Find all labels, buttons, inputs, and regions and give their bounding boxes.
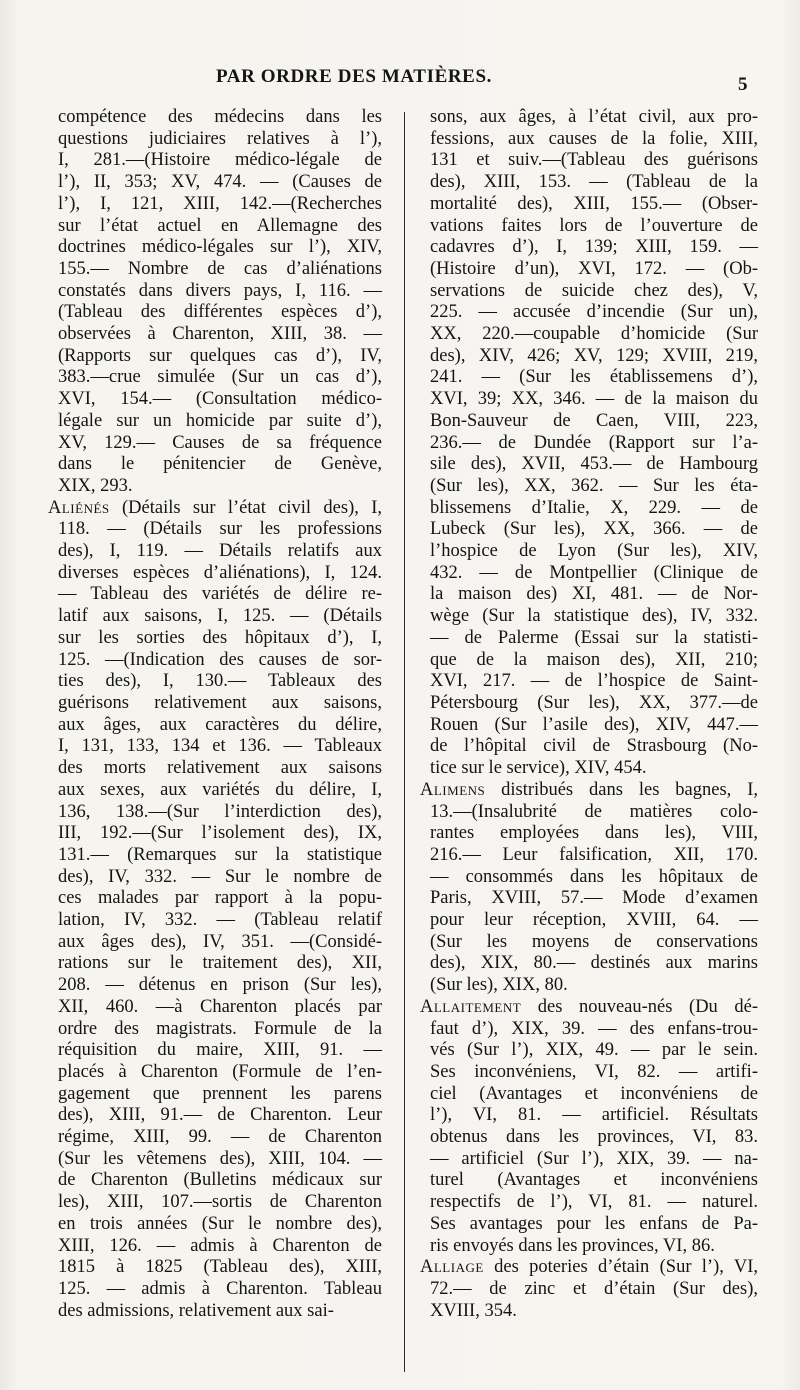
index-line-text: I, 131, 133, 134 et 136. — Tableaux <box>58 736 382 757</box>
index-line <box>48 216 382 238</box>
index-line-text: blissemens d’Italie, X, 229. — de <box>430 497 758 518</box>
index-line <box>420 845 758 867</box>
index-line <box>420 910 758 932</box>
index-line-text: l’hospice de Lyon (Sur les), XIV, <box>430 541 758 562</box>
index-line <box>48 1257 382 1279</box>
index-line <box>48 150 382 172</box>
index-line <box>420 1062 758 1084</box>
index-line-text: (Sur les), XIX, 80. <box>430 975 568 996</box>
index-line-text: wège (Sur la statistique des), IV, 332. <box>430 606 758 627</box>
index-line-text: 208. — détenus en prison (Sur les), <box>58 975 382 996</box>
index-line <box>420 1279 758 1301</box>
index-line-text: I, 281.—(Histoire médico-légale de <box>58 150 382 171</box>
index-line-text: sile des), XVII, 453.— de Hambourg <box>430 454 758 475</box>
index-line-text: légale sur un homicide par suite d’), <box>58 410 382 431</box>
index-line <box>420 498 758 520</box>
index-line-text: aux âges, aux caractères du délire, <box>58 714 382 735</box>
index-line-text: (Tableau des différentes espèces d’), <box>58 302 382 323</box>
index-line <box>420 671 758 693</box>
index-line <box>48 237 382 259</box>
index-line <box>48 541 382 563</box>
index-line <box>420 281 758 303</box>
index-line-text: servations de suicide chez des), V, <box>430 280 758 301</box>
index-line <box>48 302 382 324</box>
index-line <box>48 1040 382 1062</box>
index-line-text: fessions, aux causes de la folie, XIII, <box>430 128 758 149</box>
index-line <box>420 129 758 151</box>
index-line <box>420 411 758 433</box>
index-line-text: turel (Avantages et inconvéniens <box>430 1170 758 1191</box>
index-line <box>48 563 382 585</box>
index-line-text: 225. — accusée d’incendie (Sur un), <box>430 302 758 323</box>
index-line <box>420 389 758 411</box>
index-line-text: sons, aux âges, à l’état civil, aux pro- <box>430 107 758 127</box>
index-line <box>48 823 382 845</box>
index-line-text: des), IV, 332. — Sur le nombre de <box>58 866 382 887</box>
index-line <box>420 1170 758 1192</box>
index-line <box>420 1214 758 1236</box>
index-line-text: — de Palerme (Essai sur la statisti- <box>430 627 758 648</box>
index-line-text: 136, 138.—(Sur l’interdiction des), <box>58 801 382 822</box>
index-line <box>48 953 382 975</box>
index-line-text: des), XIX, 80.— destinés aux marins <box>430 953 758 974</box>
index-line-text: de l’hôpital civil de Strasbourg (No- <box>430 736 758 757</box>
index-line <box>420 454 758 476</box>
index-line-text: des morts relativement aux saisons <box>58 758 382 779</box>
index-line <box>48 584 382 606</box>
index-line <box>420 1105 758 1127</box>
index-line-text: 118. — (Détails sur les professions <box>58 519 382 540</box>
index-line <box>48 845 382 867</box>
index-line-text: aux âges des), IV, 351. —(Considé- <box>58 931 382 952</box>
index-line <box>420 1084 758 1106</box>
index-line <box>48 997 382 1019</box>
index-line-text: mortalité des), XIII, 155.— (Obser- <box>430 193 758 214</box>
index-line-text: réquisition du maire, XIII, 91. — <box>58 1040 382 1061</box>
index-line-text: de Charenton (Bulletins médicaux sur <box>58 1170 382 1191</box>
index-headword: Alimens <box>420 779 486 800</box>
index-line <box>48 389 382 411</box>
index-line <box>420 736 758 758</box>
index-line-text: XX, 220.—coupable d’homicide (Sur <box>430 324 758 345</box>
index-line <box>420 563 758 585</box>
running-title: PAR ORDRE DES MATIÈRES. <box>216 66 492 87</box>
index-line <box>48 1301 382 1323</box>
index-line <box>48 628 382 650</box>
index-line-text: observées à Charenton, XIII, 38. — <box>58 324 382 345</box>
index-line <box>48 780 382 802</box>
index-line-text: ris envoyés dans les provinces, VI, 86. <box>430 1235 715 1256</box>
index-line <box>420 584 758 606</box>
index-line <box>48 324 382 346</box>
index-line-text: des admissions, relativement aux sai- <box>58 1300 334 1321</box>
index-line-text: des), XIII, 153. — (Tableau de la <box>430 172 758 193</box>
index-line <box>420 802 758 824</box>
index-line-text: obtenus dans les provinces, VI, 83. <box>430 1127 758 1148</box>
index-line <box>420 237 758 259</box>
index-line-text: (Sur les), XX, 362. — Sur les éta- <box>430 475 758 496</box>
index-line-text: l’), VI, 81. — artificiel. Résultats <box>430 1105 758 1126</box>
index-line-text: XVI, 217. — de l’hospice de Saint- <box>430 671 758 692</box>
index-line <box>420 888 758 910</box>
index-line <box>420 867 758 889</box>
index-line-text: ces malades par rapport à la popu- <box>58 888 382 909</box>
index-line-text: la maison des) XI, 481. — de Nor- <box>430 584 758 605</box>
index-line <box>48 454 382 476</box>
index-line-text: Ses inconvéniens, VI, 82. — artifi- <box>430 1061 758 1082</box>
index-line <box>48 910 382 932</box>
index-line <box>48 888 382 910</box>
index-line <box>420 541 758 563</box>
index-line <box>420 216 758 238</box>
index-line-text: ties des), I, 130.— Tableaux des <box>58 671 382 692</box>
index-line-text: guérisons relativement aux saisons, <box>58 692 382 713</box>
index-line <box>420 1236 758 1258</box>
index-line-text: XIII, 126. — admis à Charenton de <box>58 1235 382 1256</box>
index-line-text: rantes employées dans les), VIII, <box>430 823 758 844</box>
index-line <box>420 628 758 650</box>
index-line <box>48 975 382 997</box>
index-line <box>420 1040 758 1062</box>
index-entry-start <box>420 1257 758 1279</box>
index-line <box>420 150 758 172</box>
index-line-text: l’), I, 121, XIII, 142.—(Recherches <box>58 193 382 214</box>
index-line <box>420 1192 758 1214</box>
index-line-text: pour leur réception, XVIII, 64. — <box>430 910 758 931</box>
index-line-text: 241. — (Sur les établissemens d’), <box>430 367 758 388</box>
index-line <box>420 172 758 194</box>
index-line <box>420 953 758 975</box>
index-line-text: XV, 129.— Causes de sa fréquence <box>58 432 382 453</box>
index-line-text: sur les sorties des hôpitaux d’), I, <box>58 627 382 648</box>
index-line-text: rations sur le traitement des), XII, <box>58 953 382 974</box>
index-line <box>420 433 758 455</box>
index-line <box>420 519 758 541</box>
index-column-right <box>420 107 758 1322</box>
index-line-text: 155.— Nombre de cas d’aliénations <box>58 258 382 279</box>
index-line-text: XVIII, 354. <box>430 1300 517 1321</box>
index-line-text: questions judiciaires relatives à l’), <box>58 128 382 149</box>
index-line <box>48 758 382 780</box>
index-line-text: 131.— (Remarques sur la statistique <box>58 844 382 865</box>
index-line <box>48 129 382 151</box>
index-line-text: tice sur le service), XIV, 454. <box>430 758 647 779</box>
index-line <box>48 367 382 389</box>
index-line <box>48 932 382 954</box>
index-line <box>420 758 758 780</box>
index-line-text: faut d’), XIX, 39. — des enfans-trou- <box>430 1018 758 1039</box>
index-line-text: diverses espèces d’aliénations), I, 124. <box>58 562 382 583</box>
index-line <box>48 1019 382 1041</box>
index-line <box>420 259 758 281</box>
index-line-text: — Tableau des variétés de délire re- <box>58 584 382 605</box>
index-line <box>48 281 382 303</box>
index-line-text: Bon-Sauveur de Caen, VIII, 223, <box>430 410 758 431</box>
index-line <box>420 346 758 368</box>
index-line-text: 432. — de Montpellier (Clinique de <box>430 562 758 583</box>
index-line <box>420 367 758 389</box>
index-line-text: (Détails sur l’état civil des), I, <box>109 497 382 518</box>
index-line-text: des), XIV, 426; XV, 129; XVIII, 219, <box>430 345 758 366</box>
index-line <box>420 1127 758 1149</box>
index-entry-start <box>420 997 758 1019</box>
index-line-text: 1815 à 1825 (Tableau des), XIII, <box>58 1257 382 1278</box>
index-line-text: Paris, XVIII, 57.— Mode d’examen <box>430 888 758 909</box>
index-line <box>48 519 382 541</box>
index-headword: Alliage <box>420 1257 484 1278</box>
index-line <box>420 107 758 129</box>
index-headword: Allaitement <box>420 996 522 1017</box>
index-line <box>420 823 758 845</box>
index-line <box>48 107 382 129</box>
index-line <box>48 671 382 693</box>
index-line-text: — consommés dans les hôpitaux de <box>430 866 758 887</box>
index-line-text: ciel (Avantages et inconvéniens de <box>430 1083 758 1104</box>
index-line-text: régime, XIII, 99. — de Charenton <box>58 1127 382 1148</box>
index-line-text: des), XIII, 91.— de Charenton. Leur <box>58 1105 382 1126</box>
index-line-text: Lubeck (Sur les), XX, 366. — de <box>430 519 758 540</box>
index-line-text: vés (Sur l’), XIX, 49. — par le sein. <box>430 1040 758 1061</box>
index-line-text: XVI, 39; XX, 346. — de la maison du <box>430 389 758 410</box>
index-line-text: compétence des médecins dans les <box>58 107 382 127</box>
index-line-text: XIX, 293. <box>58 475 133 496</box>
index-line-text: (Sur les moyens de conservations <box>430 931 758 952</box>
index-line <box>420 302 758 324</box>
index-entry-start <box>420 780 758 802</box>
index-line <box>48 476 382 498</box>
index-line-text: respectifs de l’), VI, 81. — naturel. <box>430 1192 758 1213</box>
index-line <box>420 476 758 498</box>
index-line <box>420 1019 758 1041</box>
index-line <box>48 1127 382 1149</box>
index-line <box>48 346 382 368</box>
index-line-text: aux sexes, aux variétés du délire, I, <box>58 779 382 800</box>
index-line <box>420 194 758 216</box>
index-line <box>48 411 382 433</box>
index-line-text: 13.—(Insalubrité de matières colo- <box>430 801 758 822</box>
index-line-text: que de la maison des), XII, 210; <box>430 649 758 670</box>
index-line <box>48 1105 382 1127</box>
index-line-text: Ses avantages pour les enfans de Pa- <box>430 1213 758 1234</box>
index-line-text: vations faites lors de l’ouverture de <box>430 215 758 236</box>
index-line-text: XII, 460. —à Charenton placés par <box>58 996 382 1017</box>
index-line <box>420 693 758 715</box>
index-line-text: des), I, 119. — Détails relatifs aux <box>58 541 382 562</box>
index-line <box>48 1149 382 1171</box>
index-line <box>48 1170 382 1192</box>
index-line-text: gagement que prennent les parens <box>58 1083 382 1104</box>
index-line-text: des nouveau-nés (Du dé- <box>521 996 758 1017</box>
index-line-text: 216.— Leur falsification, XII, 170. <box>430 844 758 865</box>
index-line <box>48 194 382 216</box>
index-line <box>48 650 382 672</box>
index-line-text: XVI, 154.— (Consultation médico- <box>58 389 382 410</box>
index-line <box>420 324 758 346</box>
index-column-left <box>48 107 382 1322</box>
index-line <box>420 650 758 672</box>
index-line <box>420 1301 758 1323</box>
index-line-text: 383.—crue simulée (Sur un cas d’), <box>58 367 382 388</box>
index-line-text: Pétersbourg (Sur les), XX, 377.—de <box>430 692 758 713</box>
index-line-text: l’), II, 353; XV, 474. — (Causes de <box>58 172 382 193</box>
page-number: 5 <box>738 74 748 95</box>
index-line <box>420 975 758 997</box>
index-line <box>48 736 382 758</box>
index-line-text: sur l’état actuel en Allemagne des <box>58 215 382 236</box>
index-line <box>48 606 382 628</box>
index-line-text: les), XIII, 107.—sortis de Charenton <box>58 1192 382 1213</box>
index-line-text: (Sur les vêtemens des), XIII, 104. — <box>58 1148 382 1169</box>
index-line-text: 125. —(Indication des causes de sor- <box>58 649 382 670</box>
index-line-text: cadavres d’), I, 139; XIII, 159. — <box>430 237 758 258</box>
index-line-text: lation, IV, 332. — (Tableau relatif <box>58 910 382 931</box>
index-line-text: Rouen (Sur l’asile des), XIV, 447.— <box>430 714 758 735</box>
index-line-text: 72.— de zinc et d’étain (Sur des), <box>430 1278 758 1299</box>
column-divider <box>404 112 405 1372</box>
index-line <box>48 693 382 715</box>
index-line <box>48 1279 382 1301</box>
index-line-text: distribués dans les bagnes, I, <box>485 779 758 800</box>
index-line-text: III, 192.—(Sur l’isolement des), IX, <box>58 823 382 844</box>
index-line <box>48 802 382 824</box>
index-headword: Aliénés <box>48 497 110 518</box>
index-line <box>48 1236 382 1258</box>
index-line <box>48 1214 382 1236</box>
index-line-text: en trois années (Sur le nombre des), <box>58 1213 382 1234</box>
index-line-text: — artificiel (Sur l’), XIX, 39. — na- <box>430 1148 758 1169</box>
index-line <box>48 867 382 889</box>
index-line-text: constatés dans divers pays, I, 116. — <box>58 280 382 301</box>
index-line-text: (Rapports sur quelques cas d’), IV, <box>58 345 382 366</box>
index-line <box>48 1062 382 1084</box>
index-line-text: doctrines médico-légales sur l’), XIV, <box>58 237 382 258</box>
index-line <box>48 259 382 281</box>
index-line <box>420 715 758 737</box>
index-line-text: dans le pénitencier de Genève, <box>58 454 382 475</box>
index-line <box>48 433 382 455</box>
index-line-text: 236.— de Dundée (Rapport sur l’a- <box>430 432 758 453</box>
index-line-text: latif aux saisons, I, 125. — (Détails <box>58 606 382 627</box>
index-line-text: des poteries d’étain (Sur l’), VI, <box>483 1257 758 1278</box>
index-line <box>420 606 758 628</box>
index-line <box>420 1149 758 1171</box>
index-line <box>48 172 382 194</box>
index-entry-start <box>48 498 382 520</box>
index-line-text: 125. — admis à Charenton. Tableau <box>58 1278 382 1299</box>
index-line-text: ordre des magistrats. Formule de la <box>58 1018 382 1039</box>
index-line <box>420 932 758 954</box>
index-line-text: (Histoire d’un), XVI, 172. — (Ob- <box>430 258 758 279</box>
index-line <box>48 715 382 737</box>
running-head <box>0 66 800 96</box>
index-line <box>48 1192 382 1214</box>
index-line <box>48 1084 382 1106</box>
index-line-text: placés à Charenton (Formule de l’en- <box>58 1061 382 1082</box>
index-line-text: 131 et suiv.—(Tableau des guérisons <box>430 150 758 171</box>
